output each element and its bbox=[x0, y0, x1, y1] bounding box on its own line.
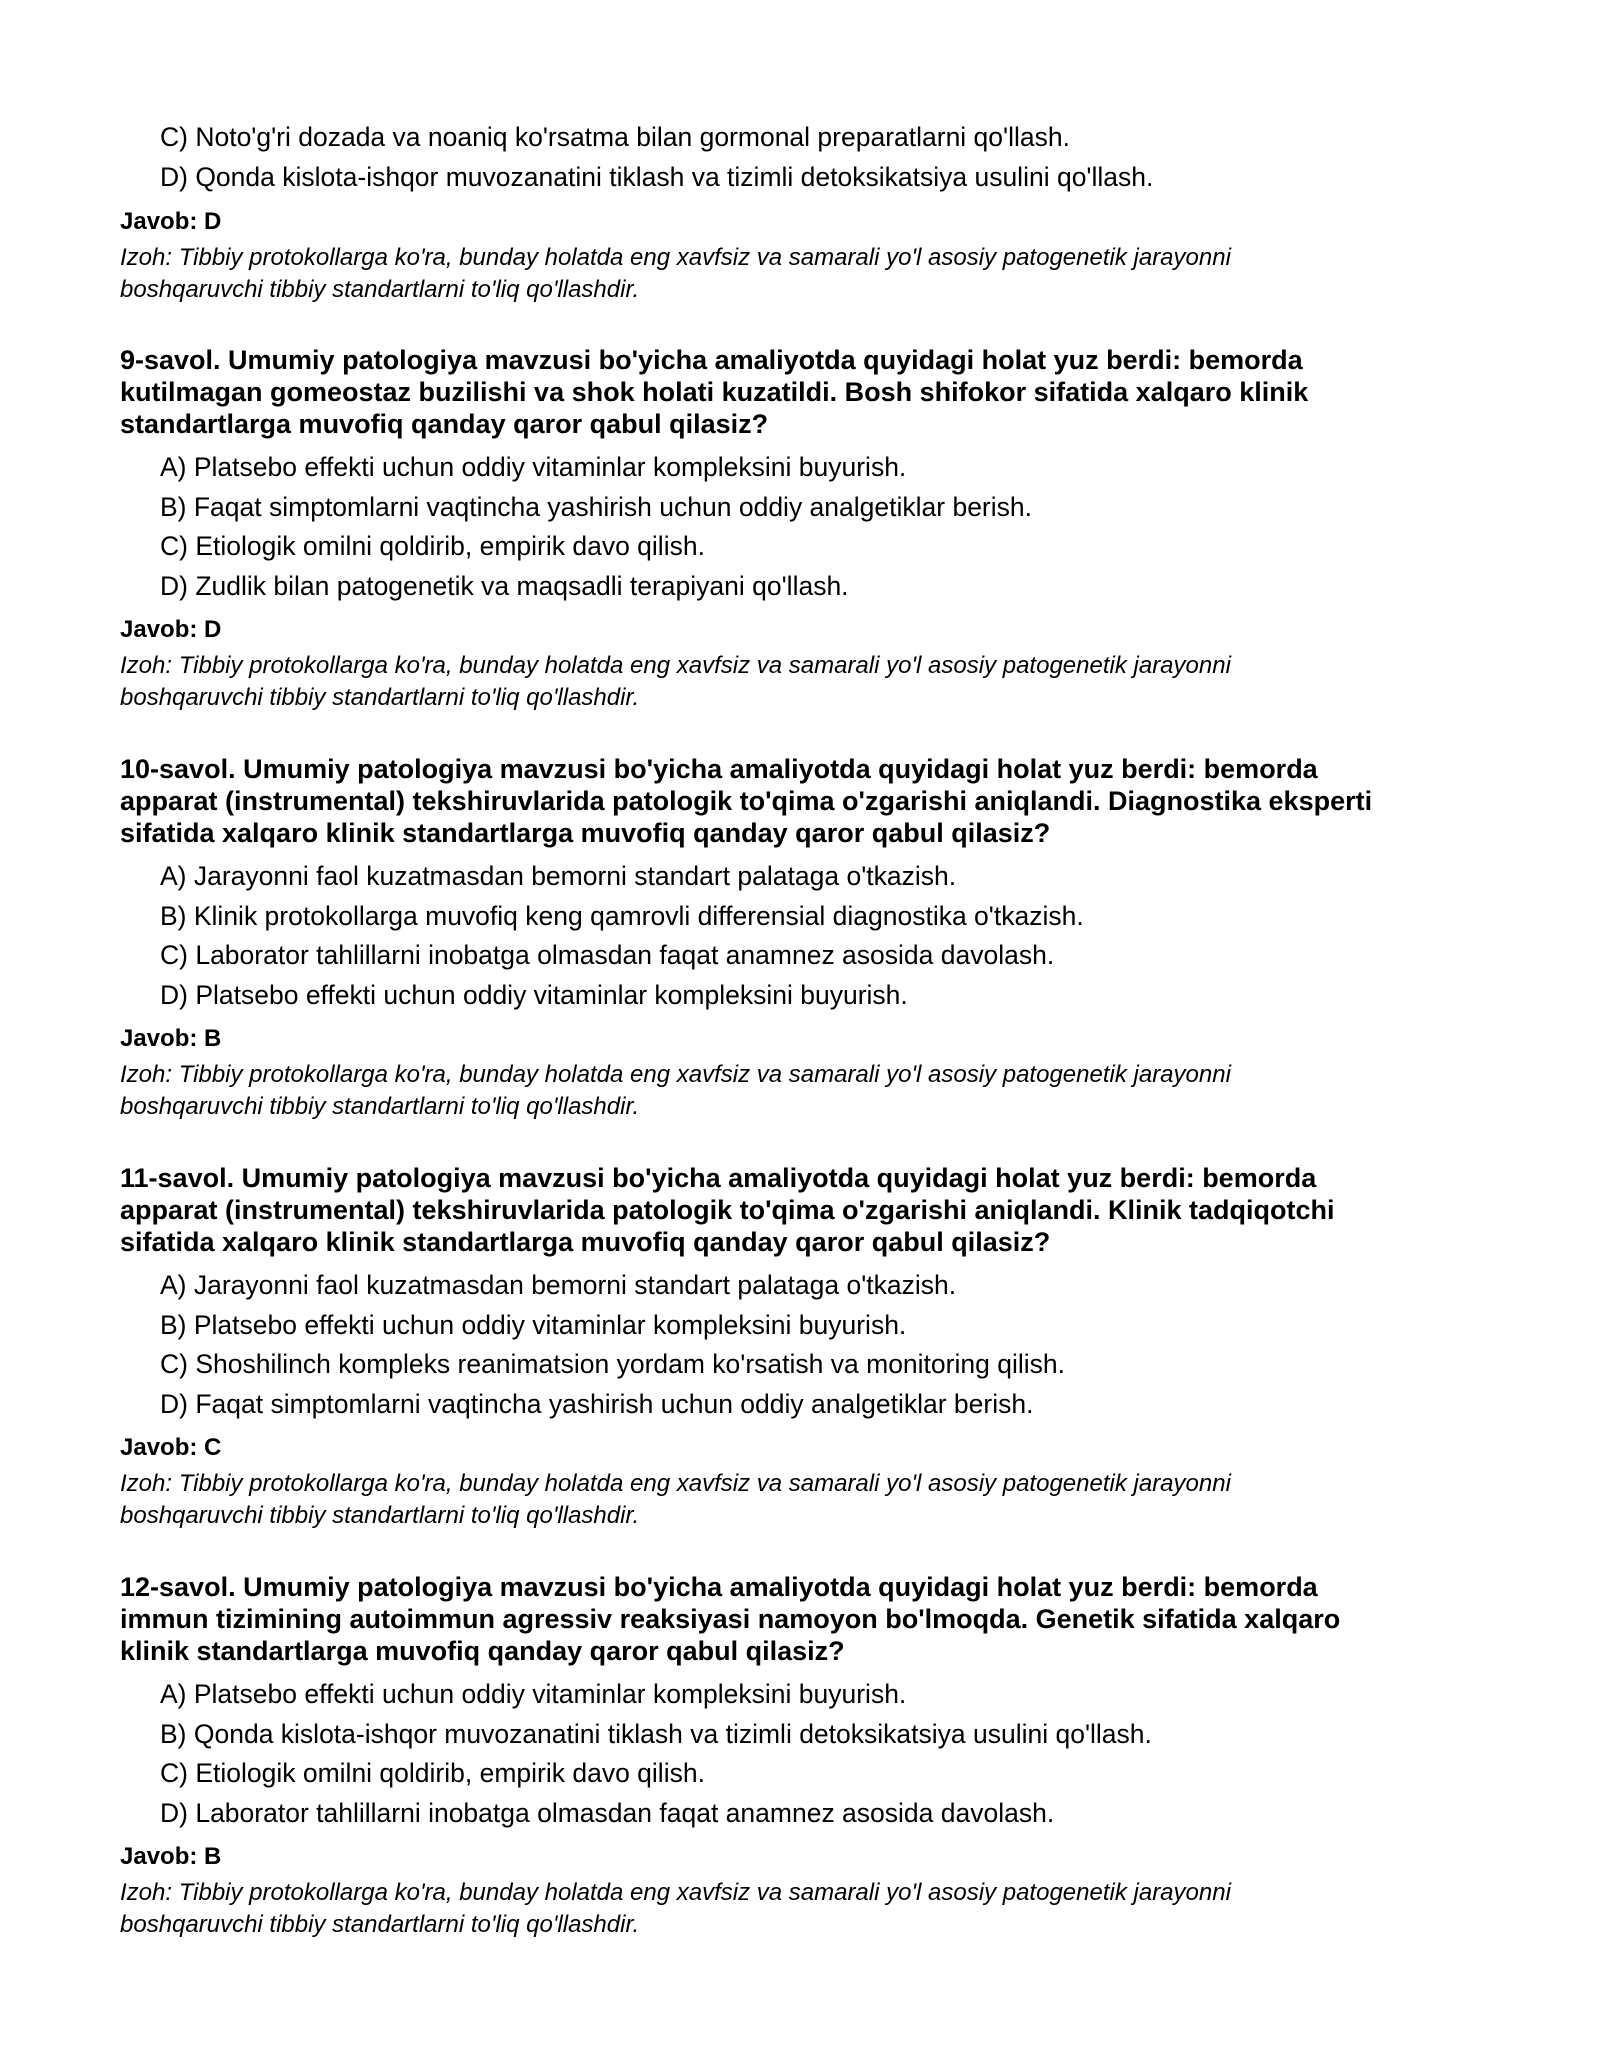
options-list bbox=[160, 1266, 1460, 1424]
option-d: D) Faqat simptomlarni vaqtincha yashirish uchun oddiy analgetiklar berish. bbox=[160, 1388, 1034, 1419]
explanation-line: Izoh: Tibbiy protokollarga ko'ra, bunday holatda eng xavfsiz va samarali yo'l asosiy patogenetik jarayonni bbox=[120, 652, 1231, 679]
option-d: D) Qonda kislota-ishqor muvozanatini tiklash va tizimli detoksikatsiya usulini qo'llash. bbox=[160, 162, 1154, 192]
explanation-note bbox=[120, 1059, 1440, 1123]
answer-label: Javob: D bbox=[120, 208, 222, 235]
question-text bbox=[120, 1162, 1500, 1258]
options-list bbox=[160, 1675, 1460, 1833]
option-b: B) Faqat simptomlarni vaqtincha yashirish uchun oddiy analgetiklar berish. bbox=[160, 491, 1032, 522]
explanation-note bbox=[120, 242, 1440, 306]
explanation-line: boshqaruvchi tibbiy standartlarni to'liq qo'llashdir. bbox=[120, 1502, 640, 1529]
question-line: 12-savol. Umumiy patologiya mavzusi bo'yicha amaliyotda quyidagi holat yuz berdi: bemorda bbox=[120, 1572, 1318, 1602]
explanation-line: boshqaruvchi tibbiy standartlarni to'liq qo'llashdir. bbox=[120, 1093, 640, 1120]
option-c: C) Laborator tahlillarni inobatga olmasdan faqat anamnez asosida davolash. bbox=[160, 940, 1055, 970]
option-a: A) Platsebo effekti uchun oddiy vitaminlar kompleksini buyurish. bbox=[160, 1679, 907, 1709]
question-line: sifatida xalqaro klinik standartlarga muvofiq qanday qaror qabul qilasiz? bbox=[120, 818, 1051, 848]
option-b: B) Platsebo effekti uchun oddiy vitaminlar kompleksini buyurish. bbox=[160, 1309, 907, 1340]
option-c: C) Noto'g'ri dozada va noaniq ko'rsatma bilan gormonal preparatlarni qo'llash. bbox=[160, 122, 1070, 152]
question-line: 11-savol. Umumiy patologiya mavzusi bo'yicha amaliyotda quyidagi holat yuz berdi: bemorda bbox=[120, 1163, 1317, 1193]
question-line: 10-savol. Umumiy patologiya mavzusi bo'yicha amaliyotda quyidagi holat yuz berdi: bemorda bbox=[120, 754, 1318, 784]
option-c: C) Etiologik omilni qoldirib, empirik davo qilish. bbox=[160, 1758, 705, 1788]
question-line: kutilmagan gomeostaz buzilishi va shok holati kuzatildi. Bosh shifokor sifatida xalqaro klinik bbox=[120, 377, 1309, 407]
explanation-line: boshqaruvchi tibbiy standartlarni to'liq qo'llashdir. bbox=[120, 276, 640, 303]
option-c: C) Etiologik omilni qoldirib, empirik davo qilish. bbox=[160, 531, 705, 561]
question-text bbox=[120, 753, 1500, 849]
question-line: 9-savol. Umumiy patologiya mavzusi bo'yicha amaliyotda quyidagi holat yuz berdi: bemorda bbox=[120, 345, 1303, 375]
answer-label: Javob: D bbox=[120, 616, 222, 643]
question-line: apparat (instrumental) tekshiruvlarida patologik to'qima o'zgarishi aniqlandi. Klinik tadqiqotchi bbox=[120, 1195, 1335, 1225]
question-line: immun tizimining autoimmun agressiv reaksiyasi namoyon bo'lmoqda. Genetik sifatida xalqaro bbox=[120, 1604, 1341, 1634]
question-line: apparat (instrumental) tekshiruvlarida patologik to'qima o'zgarishi aniqlandi. Diagnostika eksperti bbox=[120, 786, 1373, 816]
question-text bbox=[120, 1571, 1500, 1667]
option-d: D) Laborator tahlillarni inobatga olmasdan faqat anamnez asosida davolash. bbox=[160, 1797, 1055, 1828]
option-c: C) Shoshilinch kompleks reanimatsion yordam ko'rsatish va monitoring qilish. bbox=[160, 1349, 1065, 1379]
options-list bbox=[160, 857, 1460, 1015]
explanation-line: Izoh: Tibbiy protokollarga ko'ra, bunday holatda eng xavfsiz va samarali yo'l asosiy patogenetik jarayonni bbox=[120, 1879, 1231, 1906]
answer-label: Javob: B bbox=[120, 1843, 222, 1870]
option-b: B) Qonda kislota-ishqor muvozanatini tiklash va tizimli detoksikatsiya usulini qo'llash. bbox=[160, 1718, 1152, 1749]
answer-label: Javob: C bbox=[120, 1434, 222, 1461]
option-d: D) Zudlik bilan patogenetik va maqsadli terapiyani qo'llash. bbox=[160, 570, 849, 601]
explanation-line: Izoh: Tibbiy protokollarga ko'ra, bunday holatda eng xavfsiz va samarali yo'l asosiy patogenetik jarayonni bbox=[120, 1061, 1231, 1088]
question-line: standartlarga muvofiq qanday qaror qabul qilasiz? bbox=[120, 409, 769, 439]
explanation-note bbox=[120, 650, 1440, 714]
explanation-line: Izoh: Tibbiy protokollarga ko'ra, bunday holatda eng xavfsiz va samarali yo'l asosiy patogenetik jarayonni bbox=[120, 244, 1231, 271]
answer-label: Javob: B bbox=[120, 1025, 222, 1052]
option-a: A) Jarayonni faol kuzatmasdan bemorni standart palataga o'tkazish. bbox=[160, 861, 957, 891]
option-a: A) Platsebo effekti uchun oddiy vitaminlar kompleksini buyurish. bbox=[160, 452, 907, 482]
question-text bbox=[120, 344, 1500, 440]
question-line: sifatida xalqaro klinik standartlarga muvofiq qanday qaror qabul qilasiz? bbox=[120, 1227, 1051, 1257]
option-d: D) Platsebo effekti uchun oddiy vitaminlar kompleksini buyurish. bbox=[160, 979, 908, 1010]
explanation-note bbox=[120, 1468, 1440, 1532]
explanation-line: boshqaruvchi tibbiy standartlarni to'liq qo'llashdir. bbox=[120, 1911, 640, 1938]
explanation-line: boshqaruvchi tibbiy standartlarni to'liq qo'llashdir. bbox=[120, 684, 640, 711]
options-list bbox=[160, 448, 1460, 606]
explanation-line: Izoh: Tibbiy protokollarga ko'ra, bunday holatda eng xavfsiz va samarali yo'l asosiy patogenetik jarayonni bbox=[120, 1470, 1231, 1497]
option-b: B) Klinik protokollarga muvofiq keng qamrovli differensial diagnostika o'tkazish. bbox=[160, 900, 1084, 931]
option-a: A) Jarayonni faol kuzatmasdan bemorni standart palataga o'tkazish. bbox=[160, 1270, 957, 1300]
question-line: klinik standartlarga muvofiq qanday qaror qabul qilasiz? bbox=[120, 1636, 845, 1666]
explanation-note bbox=[120, 1877, 1440, 1941]
